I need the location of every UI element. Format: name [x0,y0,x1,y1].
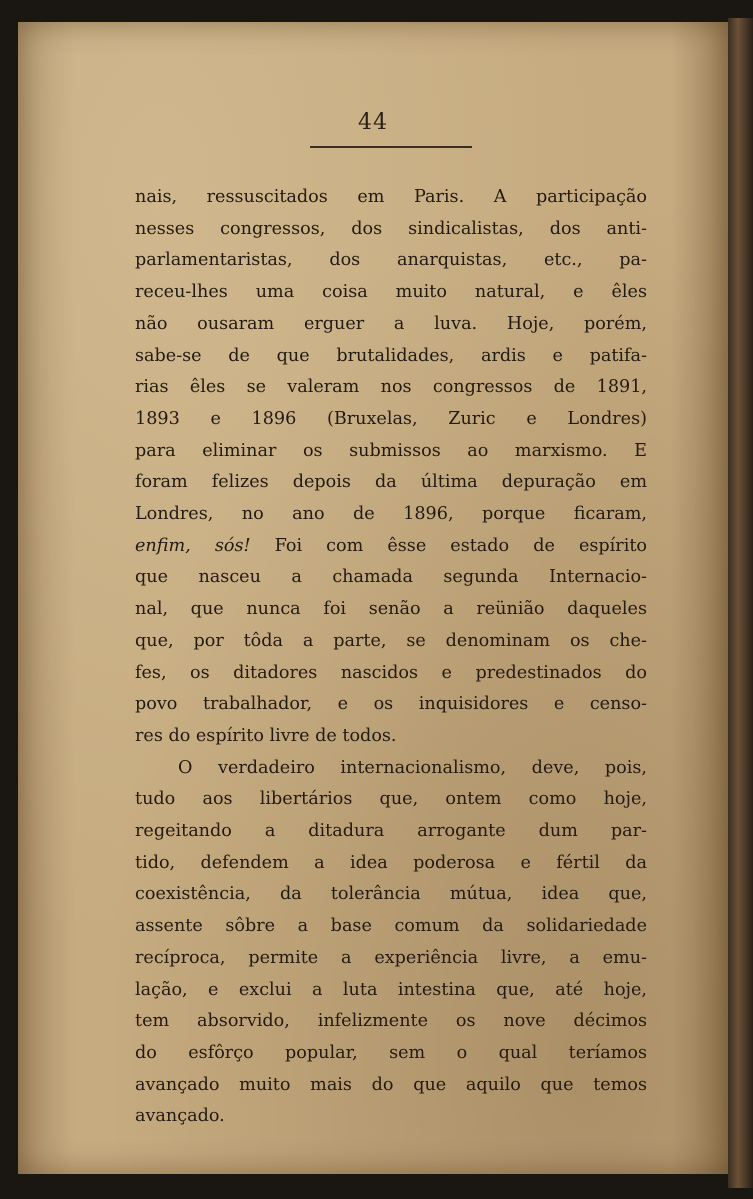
text-line-italic [135,531,647,563]
text-line: tido, defendem a idea poderosa e fértil da [135,852,647,873]
text-line: fes, os ditadores nascidos e predestinados do [135,662,647,683]
text-line: recíproca, permite a experiência livre, a emu- [135,947,647,968]
line-rest: Foi com êsse estado de espírito [250,535,647,556]
text-line: tem absorvido, infelizmente os nove décimos [135,1011,647,1032]
text-line: regeitando a ditadura arrogante dum par- [135,821,647,842]
book-page [18,22,728,1174]
text-line: rias êles se valeram nos congressos de 1891, [135,377,647,398]
text-line: do esfôrço popular, sem o qual teríamos [135,1042,647,1063]
text-line: assente sôbre a base comum da solidariedade [135,916,647,937]
text-line: nais, ressuscitados em Paris. A participação [135,187,647,207]
text-line: coexistência, da tolerância mútua, idea que, [135,884,647,905]
text-line: que, por tôda a parte, se denominam os che- [135,630,647,651]
header-rule [310,146,472,148]
text-line: povo trabalhador, e os inquisidores e censo- [135,694,647,715]
text-line: avançado. [135,1106,225,1127]
text-line: nesses congressos, dos sindicalistas, dos anti- [135,218,647,239]
text-line: foram felizes depois da última depuração em [135,472,647,493]
text-line: 1893 e 1896 (Bruxelas, Zuric e Londres) [135,408,647,429]
text-line: que nasceu a chamada segunda Internacio- [135,567,647,588]
text-line: avançado muito mais do que aquilo que temos [135,1074,647,1095]
text-line: nal, que nunca foi senão a reünião daqueles [135,599,647,620]
text-line: res do espírito livre de todos. [135,725,397,746]
page-number: 44 [358,110,388,135]
text-line: tudo aos libertários que, ontem como hoje, [135,789,647,810]
text-line: para eliminar os submissos ao marxismo. E [135,440,647,461]
text-line: lação, e exclui a luta intestina que, até hoje, [135,979,647,1000]
text-line: receu-lhes uma coisa muito natural, e êles [135,282,647,303]
text-line: O verdadeiro internacionalismo, deve, pois, [178,757,647,778]
text-line: sabe-se de que brutalidades, ardis e patifa- [135,345,647,366]
text-line: Londres, no ano de 1896, porque ficaram, [135,504,647,525]
italic-phrase: enfim, sós! [135,535,251,556]
text-line: não ousaram erguer a luva. Hoje, porém, [135,313,647,334]
body-text [135,182,647,1133]
book-spine [728,18,753,1188]
paragraph-2 [135,753,647,1133]
paragraph-1 [135,182,647,753]
text-line: parlamentaristas, dos anarquistas, etc., pa- [135,250,647,271]
